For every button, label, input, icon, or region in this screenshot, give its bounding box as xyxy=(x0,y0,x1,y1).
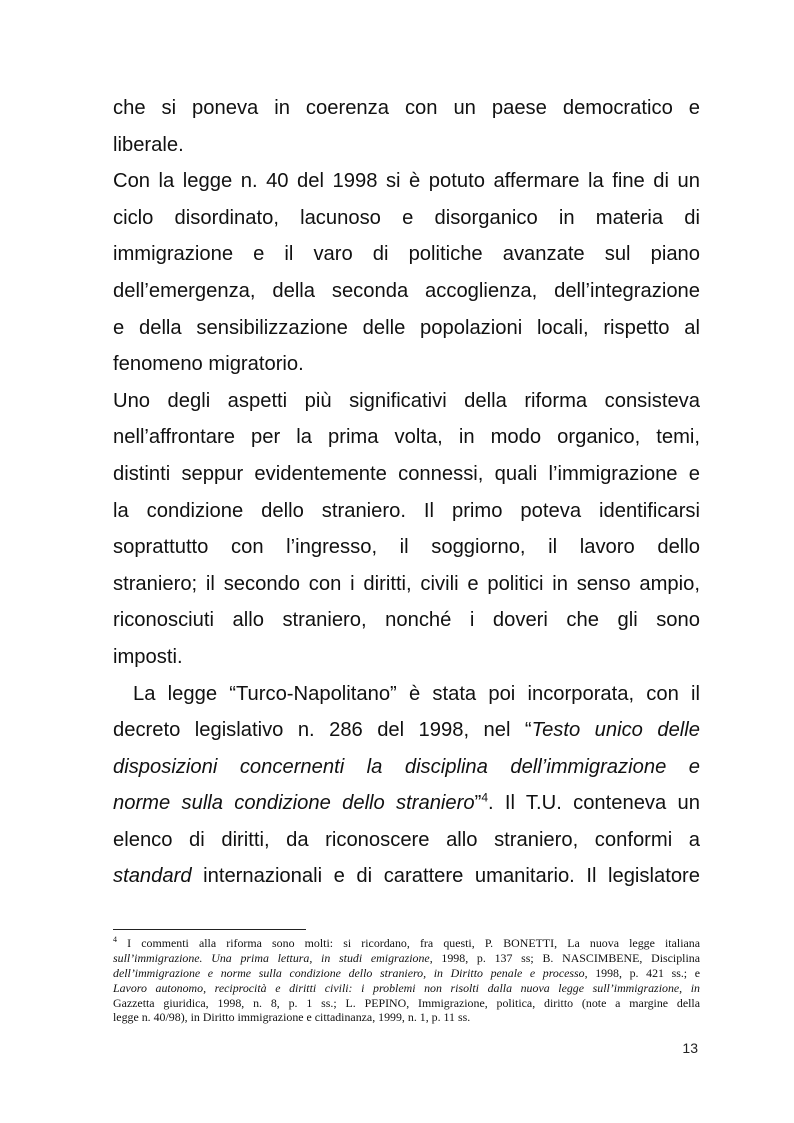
italic-word: standard xyxy=(113,865,192,888)
text-line: la condizione dello straniero. Il primo poteva identificarsi xyxy=(113,499,700,522)
text-line: elenco di diritti, da riconoscere allo straniero, conformi a xyxy=(113,828,700,851)
italic-title: sull’immigrazione. Una prima lettura, in studi emigrazione xyxy=(113,950,430,965)
italic-title: disposizioni concernenti la disciplina dell’immigrazione e xyxy=(113,755,700,778)
page-number: 13 xyxy=(682,1040,698,1056)
text-line: soprattutto con l’ingresso, il soggiorno, il lavoro dello xyxy=(113,536,700,559)
text-line: immigrazione e il varo di politiche avanzate sul piano xyxy=(113,243,700,266)
footnote-line xyxy=(113,951,700,966)
text-line: imposti. xyxy=(113,645,183,668)
text-line: riconosciuti allo straniero, nonché i doveri che gli sono xyxy=(113,609,700,632)
footnote-separator xyxy=(113,929,306,930)
footnote xyxy=(113,936,700,1025)
footnote-line: legge n. 40/98), in Diritto immigrazione e cittadinanza, 1999, n. 1, p. 11 ss. xyxy=(113,1010,471,1025)
footnote-marker: 4 xyxy=(113,935,117,945)
text-span: , 1998, p. 137 ss; B. NASCIMBENE, Disciplina xyxy=(429,950,700,965)
text-line: che si poneva in coerenza con un paese democratico e xyxy=(113,97,700,119)
text-line xyxy=(113,858,700,895)
text-line: ciclo disordinato, lacunoso e disorganico in materia di xyxy=(113,206,700,229)
footnote-line xyxy=(113,966,700,981)
footnote-line xyxy=(113,936,700,951)
text-line: dell’emergenza, della seconda accoglienza, dell’integrazione xyxy=(113,279,700,302)
italic-title: norme sulla condizione dello straniero xyxy=(113,792,475,815)
text-span: ” xyxy=(474,792,482,815)
text-line xyxy=(113,785,700,822)
footnote-line: Gazzetta giuridica, 1998, n. 8, p. 1 ss.; L. PEPINO, Immigrazione, politica, diritto (note a margine della xyxy=(113,995,700,1010)
text-span: internazionali e di carattere umanitario. Il legislatore xyxy=(191,865,700,888)
text-span: decreto legislativo n. 286 del 1998, nel “ xyxy=(113,719,532,742)
text-line xyxy=(113,749,700,786)
text-line: fenomeno migratorio. xyxy=(113,353,304,376)
text-line xyxy=(113,712,700,749)
text-span: I commenti alla riforma sono molti: si ricordano, fra questi, P. BONETTI, La nuova legge italiana xyxy=(117,936,700,950)
text-line: straniero; il secondo con i diritti, civili e politici in senso ampio, xyxy=(113,572,700,595)
italic-title: Testo unico delle xyxy=(531,719,700,742)
text-span: . Il T.U. conteneva un xyxy=(488,792,700,815)
text-line: distinti seppur evidentemente connessi, quali l’immigrazione e xyxy=(113,462,700,485)
italic-title: dell’immigrazione e norme sulla condizione dello straniero, in Diritto penale e processo xyxy=(113,965,585,980)
text-line: e della sensibilizzazione delle popolazioni locali, rispetto al xyxy=(113,316,700,339)
text-line: La legge “Turco-Napolitano” è stata poi incorporata, con il xyxy=(133,682,700,705)
text-line: Con la legge n. 40 del 1998 si è potuto affermare la fine di un xyxy=(113,170,700,193)
footnote-ref[interactable]: 4 xyxy=(481,790,489,805)
footnote-line xyxy=(113,981,700,996)
text-line: Uno degli aspetti più significativi della riforma consisteva xyxy=(113,389,700,412)
body-text xyxy=(113,90,700,895)
text-line: liberale. xyxy=(113,133,184,156)
text-span: , 1998, p. 421 ss.; e xyxy=(584,965,701,980)
text-line: nell’affrontare per la prima volta, in modo organico, temi, xyxy=(113,426,700,449)
italic-title: Lavoro autonomo, reciprocità e diritti civili: i problemi non risolti dalla nuova legge sull’immigrazione, in xyxy=(113,980,700,995)
